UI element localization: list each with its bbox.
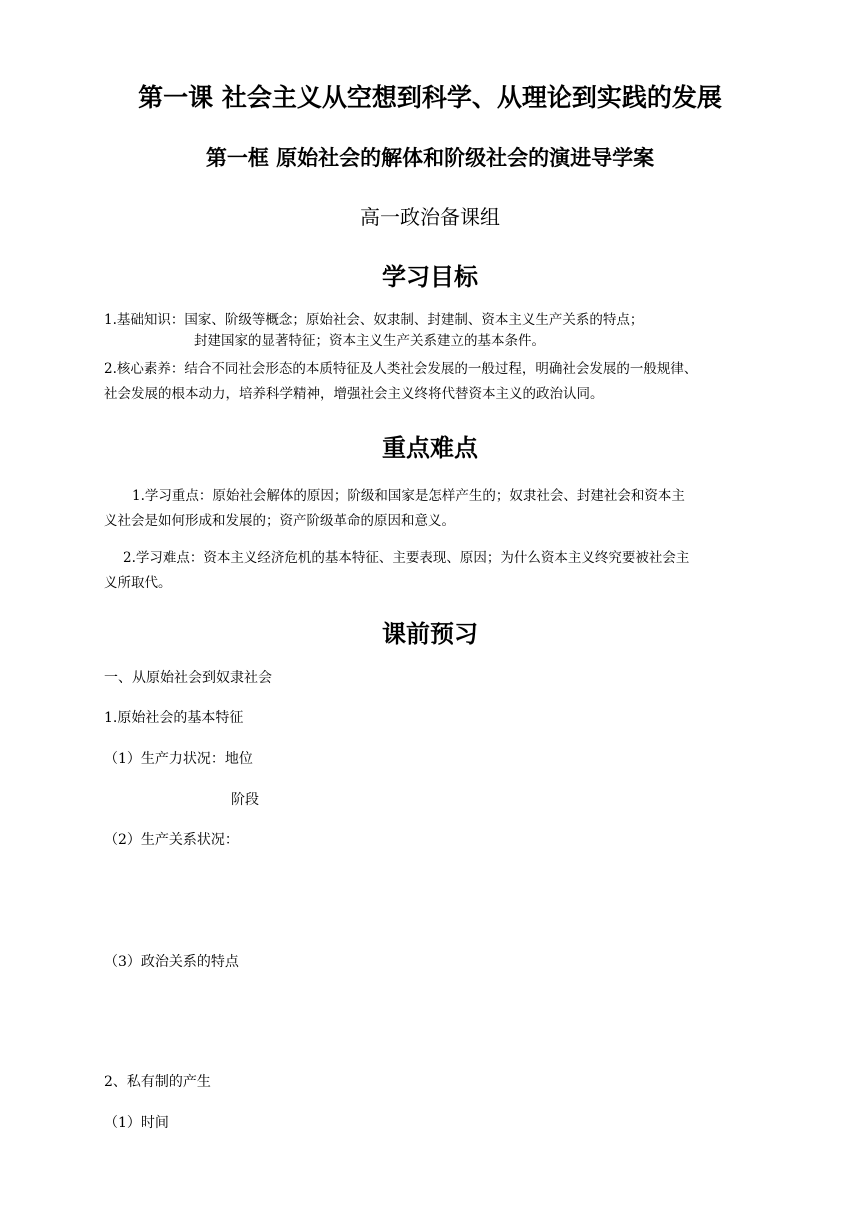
objectives-line: 社会发展的根本动力，培养科学精神，增强社会主义终将代替资本主义的政治认同。 [104, 386, 604, 402]
preview-item: 1.原始社会的基本特征 [104, 710, 244, 726]
objectives-line: 1.基础知识：国家、阶级等概念；原始社会、奴隶制、封建制、资本主义生产关系的特点； [104, 312, 644, 328]
preview-section-title: 一、从原始社会到奴隶社会 [104, 670, 272, 686]
preview-heading: 课前预习 [382, 620, 478, 648]
key-points-line: 义所取代。 [104, 575, 172, 591]
preview-item: 2、私有制的产生 [104, 1074, 211, 1090]
preview-item: （1）时间 [104, 1115, 169, 1131]
objectives-line: 封建国家的显著特征；资本主义生产关系建立的基本条件。 [194, 333, 545, 349]
objectives-heading: 学习目标 [382, 263, 478, 291]
author-group: 高一政治备课组 [360, 205, 500, 229]
key-points-line: 1.学习重点：原始社会解体的原因；阶级和国家是怎样产生的；奴隶社会、封建社会和资本主 [132, 488, 685, 504]
lesson-title: 第一课 社会主义从空想到科学、从理论到实践的发展 [138, 83, 722, 112]
key-points-heading: 重点难点 [382, 434, 478, 462]
preview-item: 阶段 [231, 792, 259, 808]
objectives-line: 2.核心素养：结合不同社会形态的本质特征及人类社会发展的一般过程，明确社会发展的一般规律、 [104, 361, 698, 377]
preview-item: （3）政治关系的特点 [104, 954, 239, 970]
key-points-line: 义社会是如何形成和发展的；资产阶级革命的原因和意义。 [104, 513, 455, 529]
lesson-subtitle: 第一框 原始社会的解体和阶级社会的演进导学案 [205, 146, 655, 170]
preview-item: （1）生产力状况：地位 [104, 751, 253, 767]
key-points-line: 2.学习难点：资本主义经济危机的基本特征、主要表现、原因；为什么资本主义终究要被社会主 [123, 550, 690, 566]
preview-item: （2）生产关系状况： [104, 832, 239, 848]
